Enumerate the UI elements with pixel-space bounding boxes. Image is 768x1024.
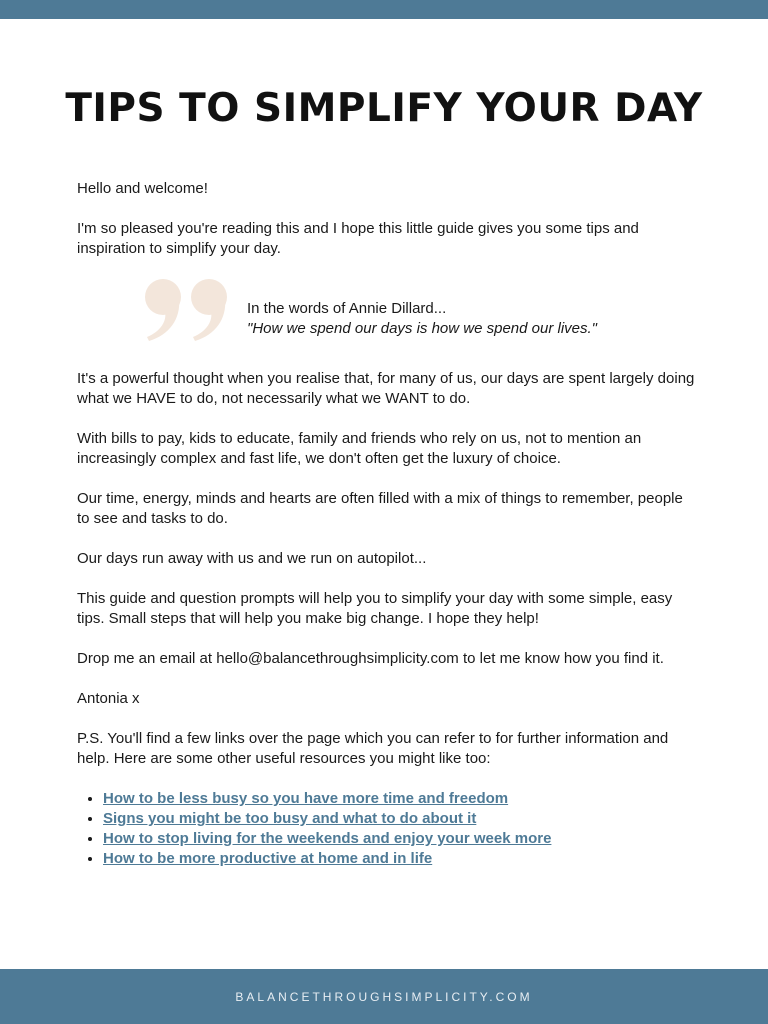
quote-line: "How we spend our days is how we spend our lives." <box>247 320 597 337</box>
quote-text <box>247 299 597 339</box>
paragraph-ps: P.S. You'll find a few links over the page which you can refer to for further information and help. Here are some other useful resources you might like too: <box>77 730 669 767</box>
paragraph-bills: With bills to pay, kids to educate, family and friends who rely on us, not to mention an increasingly complex and fast life, we don't often get the luxury of choice. <box>77 430 642 467</box>
signature: Antonia x <box>77 690 140 707</box>
link-too-busy[interactable]: Signs you might be too busy and what to do about it <box>103 810 477 827</box>
list-item <box>103 829 697 849</box>
quotation-mark-icon <box>143 277 235 343</box>
guide-body <box>77 179 697 869</box>
list-item <box>103 809 697 829</box>
page-title: TIPS TO SIMPLIFY YOUR DAY <box>65 86 703 131</box>
quote-intro: In the words of Annie Dillard... <box>247 300 447 317</box>
resource-links <box>77 789 697 869</box>
top-banner <box>0 0 768 19</box>
paragraph-powerful-thought: It's a powerful thought when you realise that, for many of us, our days are spent largely doing what we HAVE to do, not necessarily what we WANT to do. <box>77 370 695 407</box>
link-weekends[interactable]: How to stop living for the weekends and enjoy your week more <box>103 830 552 847</box>
link-less-busy[interactable]: How to be less busy so you have more time and freedom <box>103 790 509 807</box>
paragraph-email: Drop me an email at hello@balancethroughsimplicity.com to let me know how you find it. <box>77 650 664 667</box>
list-item <box>103 849 697 869</box>
footer-website: BALANCETHROUGHSIMPLICITY.COM <box>235 989 533 1004</box>
quote-block <box>77 279 697 359</box>
paragraph-autopilot: Our days run away with us and we run on autopilot... <box>77 550 427 567</box>
greeting-paragraph: Hello and welcome! <box>77 180 208 197</box>
intro-paragraph: I'm so pleased you're reading this and I hope this little guide gives you some tips and inspiration to simplify your day. <box>77 220 639 257</box>
paragraph-guide: This guide and question prompts will help you to simplify your day with some simple, easy tips. Small steps that will help you make big change. I hope they help! <box>77 590 673 627</box>
link-productive[interactable]: How to be more productive at home and in life <box>103 850 433 867</box>
list-item <box>103 789 697 809</box>
footer-banner <box>0 969 768 1024</box>
paragraph-time-energy: Our time, energy, minds and hearts are often filled with a mix of things to remember, people to see and tasks to do. <box>77 490 683 527</box>
